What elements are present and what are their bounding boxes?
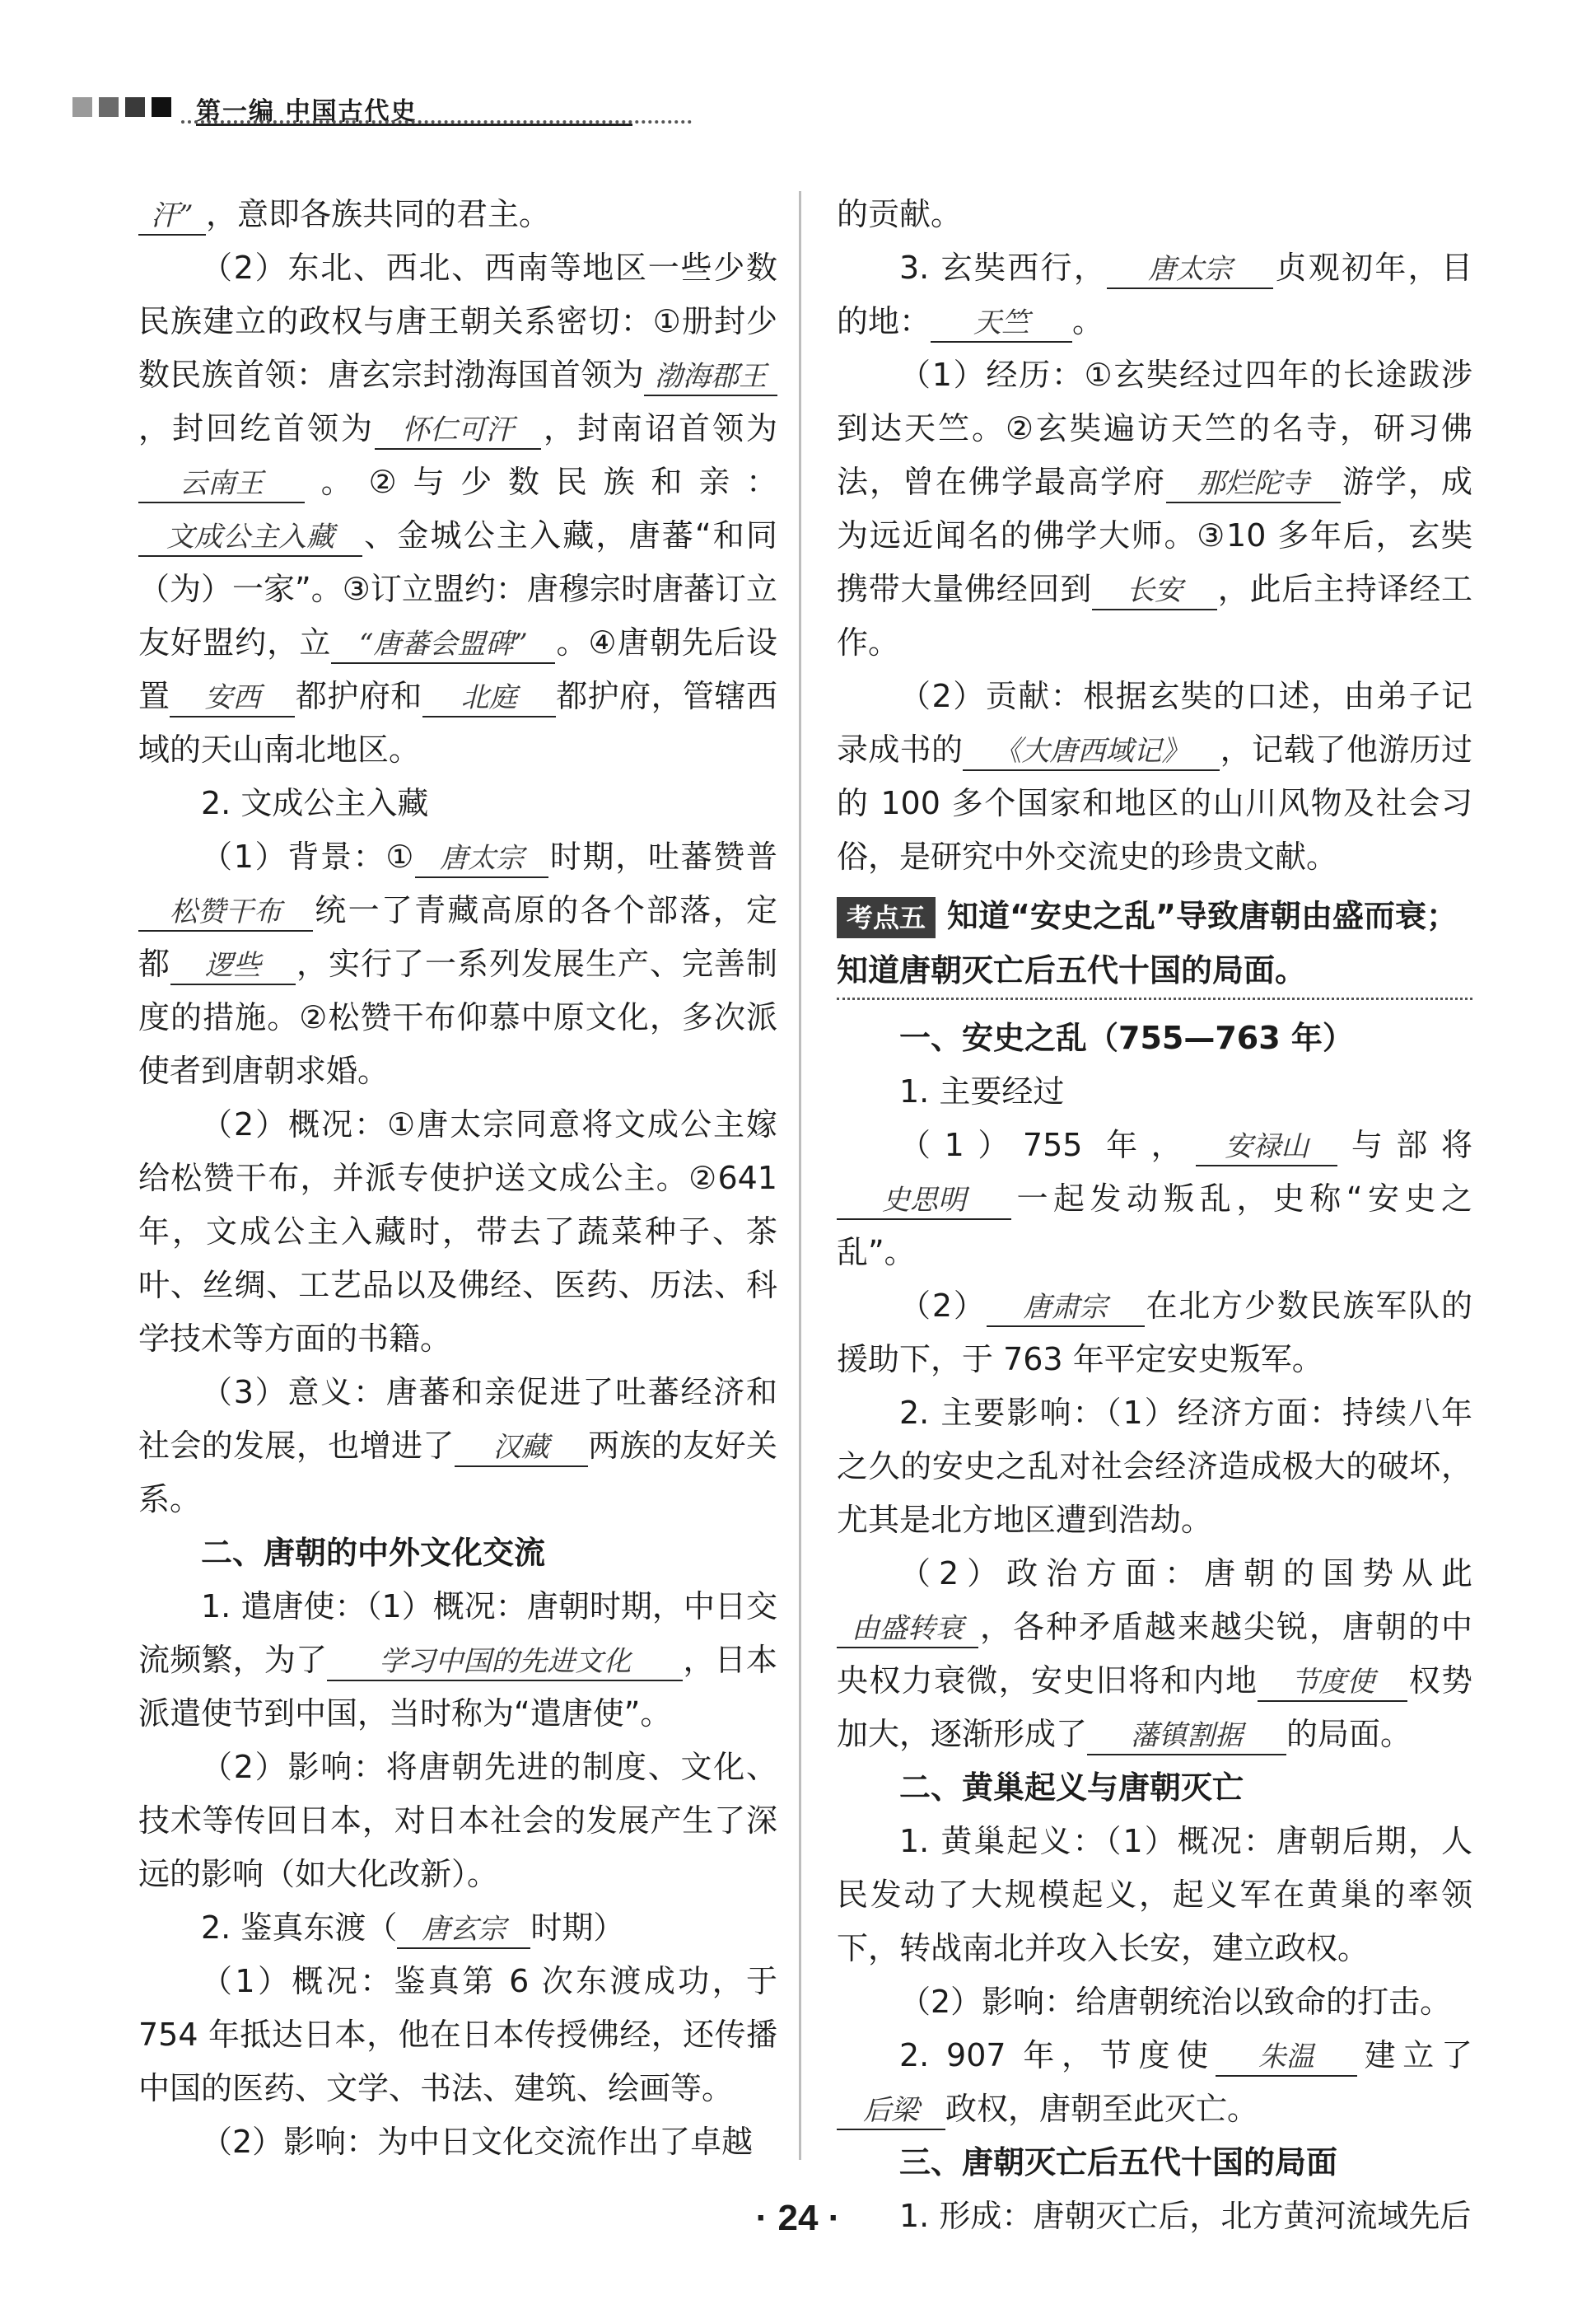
paragraph: （2）概况：①唐太宗同意将文成公主嫁给松赞干布，并派专使护送文成公主。②641年，文成公主入藏时，带去了蔬菜种子、茶叶、丝绸、工艺品以及佛经、医药、历法、科学技术等方面的书籍。 — [138, 1106, 777, 1357]
fill-blank: 安西 — [170, 680, 295, 717]
paragraph — [837, 670, 1472, 884]
paragraph — [138, 830, 777, 1098]
text: 3. 玄奘西行， — [899, 250, 1108, 286]
paragraph: （2）影响：为中日文化交流作出了卓越 — [201, 2124, 754, 2160]
text: （1）755 年， — [899, 1127, 1197, 1163]
text: 。④唐朝先后设置 — [138, 624, 777, 714]
fill-blank: 由盛转衰 — [837, 1610, 978, 1648]
section-heading: 二、唐朝的中外文化交流 — [201, 1535, 546, 1571]
fill-blank: 松赞干布 — [138, 894, 313, 932]
text: ，日本派遣使节到中国，当时称为“遣唐使”。 — [138, 1642, 777, 1732]
text: （2） — [899, 1288, 987, 1324]
paragraph: 2. 主要影响：（1）经济方面：持续八年之久的安史之乱对社会经济造成极大的破坏，尤其是北方地区遭到浩劫。 — [837, 1395, 1472, 1538]
text: 。②与少数民族和亲： — [305, 464, 777, 500]
paragraph — [837, 241, 1472, 348]
fill-blank: 史思明 — [837, 1182, 1011, 1220]
text: 政权，唐朝至此灭亡。 — [945, 2091, 1259, 2127]
text: 、金城公主入藏，唐蕃“和同（为）一家”。③订立盟约：唐穆宗时唐蕃订立友好盟约，立 — [138, 517, 777, 661]
fill-blank: 安禄山 — [1196, 1129, 1337, 1166]
text: ，此后主持译经工作。 — [837, 571, 1472, 661]
fill-blank: 唐太宗 — [415, 840, 548, 878]
text: 建立了 — [1356, 2037, 1472, 2073]
header-square-1 — [72, 97, 92, 117]
text: （1）背景：① — [201, 839, 416, 875]
paragraph — [837, 1547, 1472, 1761]
text: 一起发动叛乱，史称“安史之乱”。 — [837, 1180, 1472, 1270]
paragraph: 1. 黄巢起义：（1）概况：唐朝后期，人民发动了大规模起义，起义军在黄巢的率领下，转战南北并攻入长安，建立政权。 — [837, 1823, 1472, 1966]
text: 1. 遣唐使：（1）概况：唐朝时期，中日交流频繁，为了 — [138, 1588, 777, 1678]
key-point-banner — [837, 889, 1472, 1000]
paragraph: （2）影响：给唐朝统治以致命的打击。 — [899, 1984, 1452, 2020]
key-point-text: 知道“安史之乱”导致唐朝由盛而衰；知道唐朝灭亡后五代十国的局面。 — [837, 898, 1458, 989]
paragraph — [837, 1119, 1472, 1279]
fill-blank: 藩镇割据 — [1087, 1718, 1286, 1755]
section-heading: 一、安史之乱（755—763 年） — [899, 1020, 1354, 1056]
text: ，记载了他游历过的 100 多个国家和地区的山川风物及社会习俗，是研究中外交流史的珍贵文献。 — [837, 731, 1472, 875]
text: 都护府，管辖西域的天山南北地区。 — [138, 678, 777, 768]
text: （2）东北、西北、西南等地区一些少数民族建立的政权与唐王朝关系密切：①册封少数民族首领：唐玄宗封渤海国首领为 — [138, 250, 777, 393]
paragraph: （2）影响：将唐朝先进的制度、文化、技术等传回日本，对日本社会的发展产生了深远的影响（如大化改新）。 — [138, 1749, 777, 1892]
text: 2. 907 年，节度使 — [899, 2037, 1216, 2073]
paragraph — [138, 188, 777, 241]
section-title: 第一编 中国古代史 — [196, 97, 418, 126]
paragraph — [138, 241, 777, 777]
subheading: 2. 文成公主入藏 — [201, 785, 429, 821]
text: ，封南诏首领为 — [541, 410, 777, 446]
text: 2. 鉴真东渡（ — [201, 1909, 398, 1946]
text: 在北方少数民族军队的援助下，于 763 年平定安史叛军。 — [837, 1288, 1472, 1377]
fill-blank: 唐太宗 — [1107, 251, 1273, 289]
text: ，意即各族共同的君主。 — [206, 196, 551, 232]
text: （1）经历：①玄奘经过四年的长途跋涉到达天竺。②玄奘遍访天竺的名寺，研习佛法，曾在佛学最高学府 — [837, 357, 1472, 500]
text: 两族的友好关系。 — [138, 1428, 777, 1517]
fill-blank: 《大唐西域记》 — [963, 733, 1220, 771]
fill-blank: 怀仁可汗 — [375, 412, 541, 450]
paragraph — [837, 1279, 1472, 1386]
fill-blank: 北庭 — [422, 680, 556, 717]
fill-blank: 云南王 — [138, 465, 305, 503]
text: ，封回纥首领为 — [138, 410, 375, 446]
fill-blank: 学习中国的先进文化 — [327, 1643, 683, 1681]
text: 贞观初年，目的地： — [837, 250, 1472, 339]
fill-blank: 那烂陀寺 — [1166, 465, 1341, 503]
text: 的局面。 — [1286, 1716, 1412, 1752]
fill-blank: 天竺 — [931, 305, 1072, 343]
page-number: · 24 · — [755, 2198, 841, 2238]
paragraph — [138, 1366, 777, 1526]
fill-blank: 渤海郡王 — [644, 358, 777, 396]
fill-blank: 逻些 — [170, 947, 296, 985]
key-point-line — [837, 889, 1472, 1000]
text: 时期，吐蕃赞普 — [548, 839, 777, 875]
text: 统一了青藏高原的各个部落，定都 — [138, 892, 777, 982]
fill-blank: 文成公主入藏 — [138, 519, 362, 557]
section-heading: 三、唐朝灭亡后五代十国的局面 — [899, 2144, 1338, 2180]
text: 游学，成为远近闻名的佛学大师。③10 多年后，玄奘携带大量佛经回到 — [837, 464, 1472, 607]
fill-blank: 汗” — [138, 198, 206, 236]
fill-blank: 节度使 — [1258, 1664, 1407, 1702]
subheading: 1. 主要经过 — [899, 1073, 1065, 1110]
paragraph: 的贡献。 — [837, 196, 963, 232]
text: 权势加大，逐渐形成了 — [837, 1662, 1472, 1752]
page-header — [72, 82, 698, 132]
paragraph — [138, 1901, 777, 1955]
paragraph: （1）概况：鉴真第 6 次东渡成功，于 754 年抵达日本，他在日本传授佛经，还传播中国的医药、文学、书法、建筑、绘画等。 — [138, 1963, 777, 2106]
fill-blank: 唐肃宗 — [987, 1289, 1145, 1327]
text: 与部将 — [1337, 1127, 1472, 1163]
paragraph — [837, 348, 1472, 670]
header-dotted-rule — [181, 120, 692, 124]
fill-blank: “唐蕃会盟碑” — [331, 626, 555, 664]
fill-blank: 汉藏 — [455, 1429, 588, 1467]
text: 都护府和 — [295, 678, 422, 714]
text: 。 — [1072, 303, 1104, 339]
text: ，各种矛盾越来越尖锐，唐朝的中央权力衰微，安史旧将和内地 — [837, 1609, 1472, 1699]
text: 时期） — [530, 1909, 625, 1946]
header-rule — [196, 124, 632, 126]
text: （2）贡献：根据玄奘的口述，由弟子记录成书的 — [837, 678, 1472, 768]
fill-blank: 朱温 — [1216, 2039, 1357, 2077]
header-square-3 — [125, 97, 145, 117]
text: ，实行了一系列发展生产、完善制度的措施。②松赞干布仰慕中原文化，多次派使者到唐朝求婚。 — [138, 946, 777, 1089]
fill-blank: 长安 — [1092, 573, 1217, 610]
paragraph — [138, 1580, 777, 1741]
column-divider — [799, 191, 801, 2160]
fill-blank: 后梁 — [837, 2092, 945, 2130]
fill-blank: 唐玄宗 — [397, 1911, 530, 1949]
text: （2）政治方面：唐朝的国势从此 — [899, 1555, 1472, 1592]
key-point-badge: 考点五 — [837, 897, 936, 938]
header-square-2 — [99, 97, 119, 117]
left-column — [138, 188, 777, 2169]
text: （3）意义：唐蕃和亲促进了吐蕃经济和社会的发展，也增进了 — [138, 1374, 777, 1464]
paragraph — [837, 2029, 1472, 2136]
paragraph: 1. 形成：唐朝灭亡后，北方黄河流域先后 — [899, 2198, 1472, 2234]
section-heading: 二、黄巢起义与唐朝灭亡 — [899, 1769, 1244, 1806]
header-square-4 — [152, 97, 171, 117]
right-column — [837, 188, 1472, 2243]
